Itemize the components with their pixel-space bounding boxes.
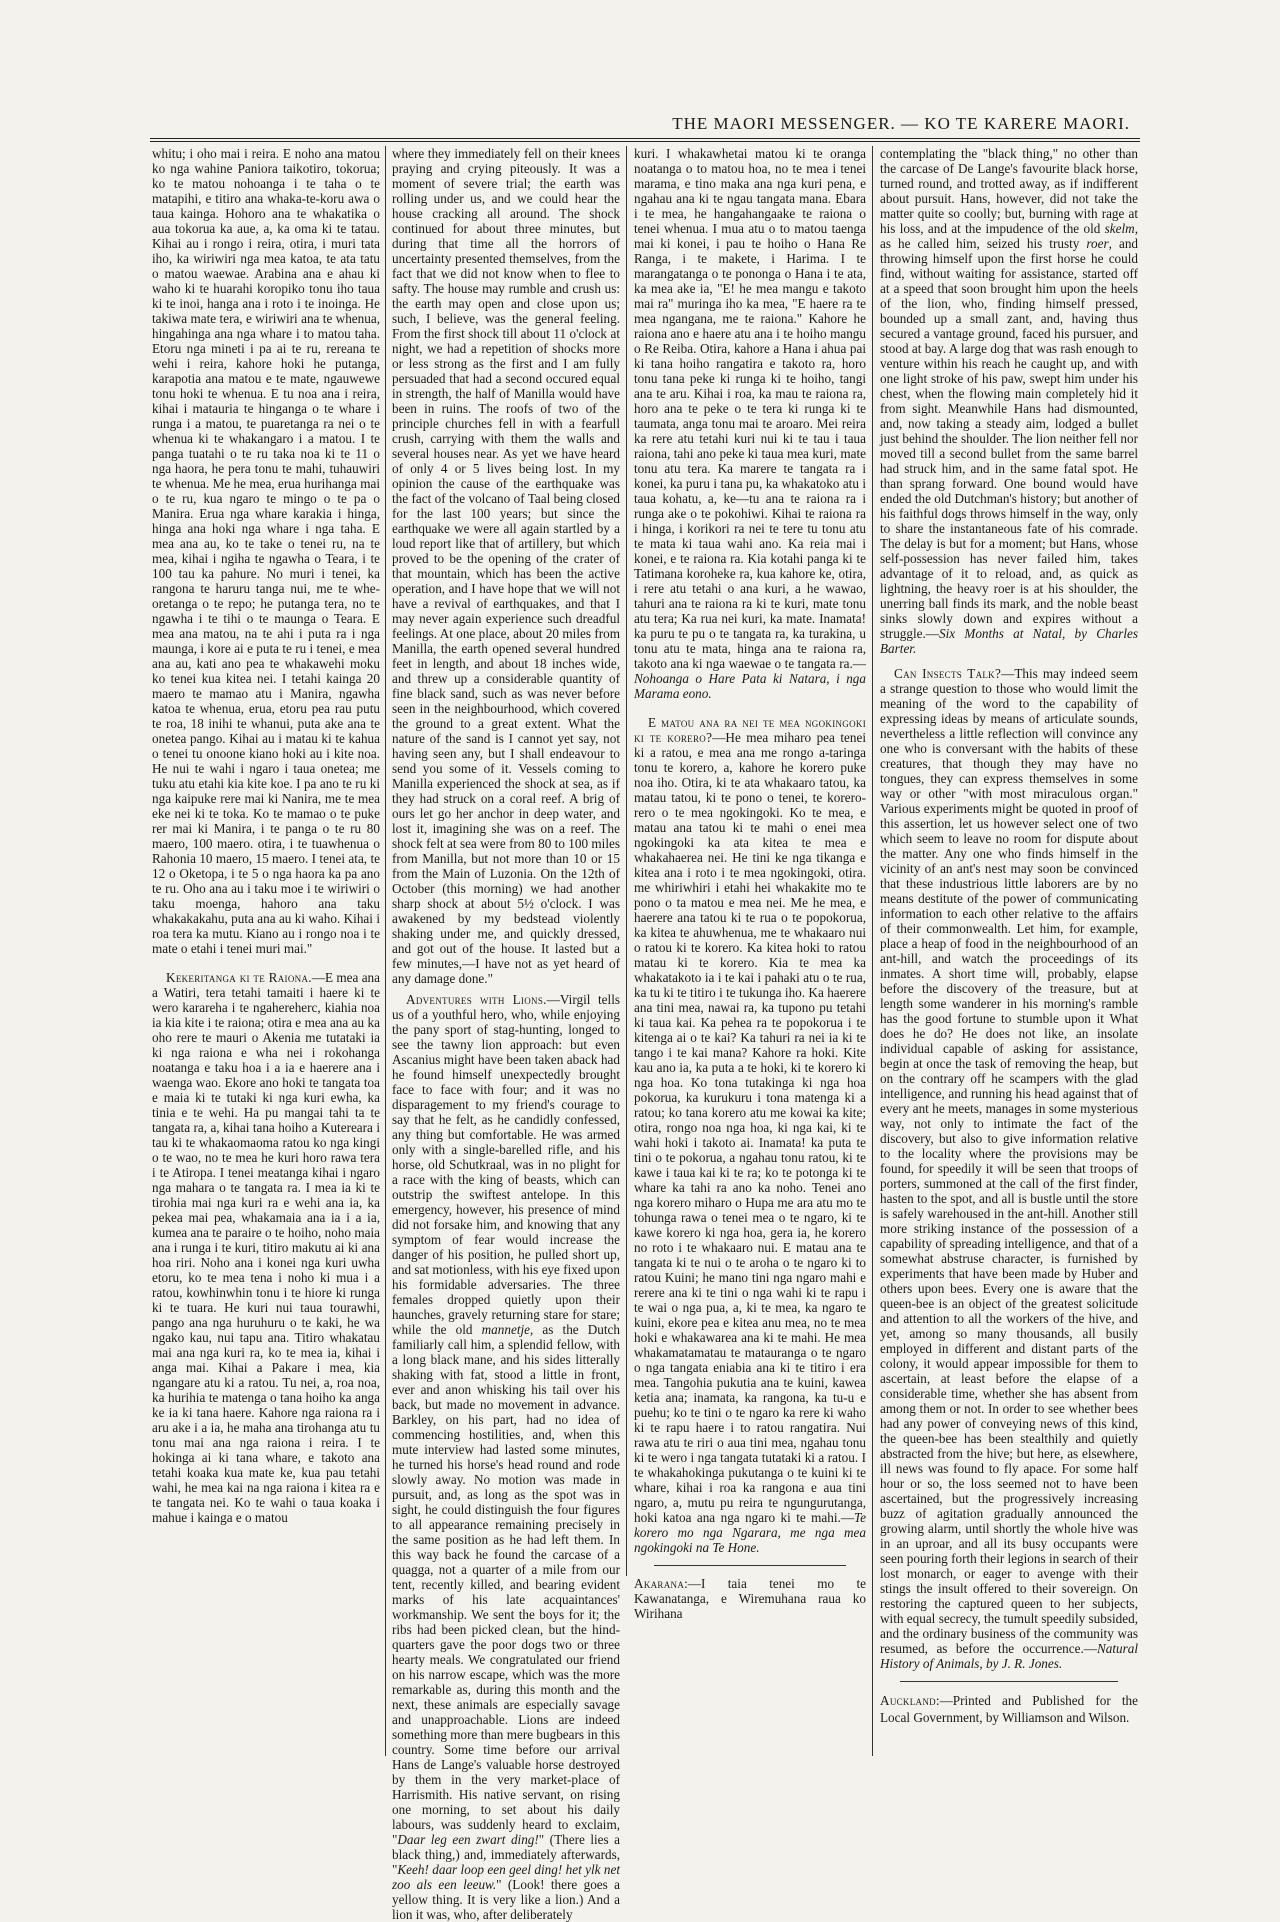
article-citation: Natural History of Animals, by J. R. Jones. <box>880 1641 1138 1671</box>
imprint-label: Auckland <box>880 1693 936 1708</box>
notice-label: Akarana <box>634 1576 685 1591</box>
article-text: kuri. I whakawhetai matou ki te oranga noatanga o to matou hoa, no te mea i tenei marama, e tino maka ana nga kuri pena, e ngahau ana ki te ngau tangata mana. Ebara i te mea, he hangahangaake te raiona o tenei whenua. I mua atu o to matou taenga mai ki konei, i pau te hoiho o Hana Re Ranga, i te makete, i Harima. I te marangatanga o te pononga o Hana i te ata, ka mea ake ia, "E! he mea mangu e takoto mai ra" muringa iho ka mea, "E haere ra te mea ngangana, me te raiona." Kahore he raiona ano e haere atu ana i te hoiho mangu o Re Reiba. Otira, kahore a Hana i ahua pai ki tana hoiho rangatira e takoto ra, horo tonu tana peke ki runga ki te hoiho, tangi ana te aru. Kihai i roa, ka mau te raiona ra, horo ana te peke o te tera ki runga ki te taumata, anga tonu mai te aroaro. Mei reira ka rere atu tetahi kuri nui ki te tau i taua raiona, tahi ano peke ki taua mea kuri, mate tonu atu tera. Ka marere te tangata ra i konei, ka puru i tana pu, ka whakatoko atu i taua kohatu, a, ke—tu ana te raiona ra i runga ake o te pokohiwi. Kihai te raiona ra i hinga, i korikori ra nei te tere tu tonu atu te mata ki taua wahi ano. Ka reia mai i konei, e te raiona ra. Kia kotahi panga ki te Tatimana koroheke ra, kua kahore ke, otira, i rere atu tetahi o ana kuri, a he wawao, tahuri ana te raiona ra ki te kuri, mate tonu atu tera; Ka rua nei kuri, ka mate. Inamata! ka puru te pu o te tangata ra, ka turakina, u tonu atu te mata, hinga ana te raiona ra, takoto ana ki nga waewae o te tangata ra.— <box>634 146 866 671</box>
article-citation: Nohoanga o Hare Pata ki Natara, i nga Marama eono. <box>634 671 866 701</box>
column-2 <box>392 146 621 1922</box>
column-rule <box>385 146 386 1756</box>
column-4 <box>880 146 1138 1806</box>
column-1 <box>152 146 380 1806</box>
article-text: where they immediately fell on their knees praying and crying piteously. It was a moment of severe trial; the earth was rolling under us, and we could hear the house cracking all around. The shock continued for about three minutes, but during that time all the horrors of uncertainty presented themselves, from the fact that we did not know when to flee to safty. The house may rumble and crush us: the earth may open and close upon us; such, I believe, was the general feeling. From the first shock till about 11 o'clock at night, we had a repetition of shocks more or less strong as the first and I am fully persuaded that had a second occured equal in strength, the half of Manilla would have been in ruins. The roofs of two of the principle churches fell in with a fearfull crush, carrying with them the walls and several houses near. As yet we have heard of only 4 or 5 lives being lost. In my opinion the cause of the earthquake was the fact of the volcano of Taal being closed for the last 100 years; but since the earthquake we were all again startled by a loud report like that of artillery, but which proved to be the opening of the crater of that mountain, which has been the active operation, and I have hope that we will not have a revival of earthquakes, and that I may never again experience such dreadful feelings. At one place, about 20 miles from Manilla, the earth opened several hundred feet in length, and about 18 inches wide, and threw up a considerable quantity of fine black sand, such as was never before seen in the neighbourhood, which covered the ground to a great extent. What the nature of the sand is I cannot yet say, not having seen any, but I shall endeavour to send you some of it. Vessels coming to Manilla experienced the shock at sea, as if they had struck on a coral reef. A brig of ours let go her anchor in deep water, and lost it, imagining she was on a reef. The shock felt at sea were from 80 to 100 miles from Manilla, but not more than 10 or 15 from the Main of Luzonia. On the 12th of October (this morning) we had another sharp shock at about 5½ o'clock. I was awakened by my bedstead violently shaking under me, and quickly dressed, and got out of the house. It lasted but a few minutes,—I have not as yet heard of any damage done." <box>392 146 620 986</box>
italic-word: roer <box>1086 236 1109 251</box>
article-paragraph <box>634 715 866 1555</box>
section-rule <box>654 1565 846 1566</box>
article-heading: Can Insects Talk? <box>894 666 1002 681</box>
article-text: , as he called him, seized his trusty <box>880 221 1138 251</box>
article-text: " (Look! there goes a yellow thing. It is very like a lion.) And a lion it was, who, after deliberately <box>392 1877 620 1922</box>
article-heading: Kekeritanga ki te Raiona. <box>166 970 312 985</box>
article-text: —He mea miharo pea tenei ki a ratou, e mea ana me rongo a-taringa tonu te korero, a, kahore he korero puke noa iho. Otira, ki te ata whakaaro tatou, ka matau tatou, ki te pono o tenei, te korero-rero o te mea ngokingoki. Ko te mea, e matau ana tatou ki te mahi o enei mea ngokingoki ka ata kitea te mea e whakahaerea nei. He tini ke nga tikanga e kitea ana i roto i te mea ngokingoki, otira. me whiriwhiri i etahi hei whakakite mo te pono o ta matou e mea nei. Me he mea, e haerere ana tatou ki te rua o te popokorua, ka kitea te ahuwhenua, me te whakaaro nui o ratou ki te korero. Ka kitea hoki to ratou matau ki te korero. Kia te mea ka whakatakoto ia i te kai i pahaki atu o te rua, ka tu ki te titiro i te tukunga iho. Ka haerere ana tini mea, nawai ra, ka tupono pu tetahi ki taua kai. Ka pehea ra te popokorua i te kitenga ai o te kai? Ka tahuri ra nei ia ki te tango i te kai mana? Kahore ra hoki. Kite kau ano ia, ka puta a te hoki, ki te korero ki nga hoa. Ko tona tutakinga ki nga hoa pokorua, ka kurukuru i tona matenga ki a ratou; ko tana korero atu me kowai ka kite; otira, rongo noa nga hoa, ki nga kai, ki te wahi hoki i takoto ai. Inamata! ka puta te tini o te pokorua, a ngahau tonu ratou, ki te kawe i taua kai ki te ra; ko te potonga ki te whare ka tahi ra ano ka noho. Tenei ano nga korero miharo o Hupa me ara atu mo te tohunga rawa o tenei mea o te ngaro, ki te kawe korero ki nga hoa, gera ia, he korero no roto i te whakaaro nui. E matau ana te tangata ki te nui o te aroha o te ngaro ki to ratou Kuini; he mano tini nga ngaro mahi e rerere ana ki te tini o nga wahi ki te rapu i te wai o nga pua, a, ki te mea, ka ngaro te kuini, ekore pea e kitea anu mea, no te mea hoki e whakawarea ana ki te mahi. He mea whakamatamatau te matauranga o te ngaro o nga tangata eniabia ana ki te titiro i era mea. Tangohia pukutia ana te kuini, kawea ketia ana; inamata, ka rangona, ka tu-u e puehu; ko te tini o te ngaro ka rere ki waho ki te rapu haere i to ratou rangatira. Nui rawa atu te riri o aua tini mea, ngahau tonu ki te wero i nga tangata tutataki ki a ratou. I te whakahokinga pukutanga o te kuini ki te whare, kihai i roa ka rangona e aua tini ngaro, a, mutu pu reira te ngungurutanga, hoki katoa ana nga ngaro ki te mahi.— <box>634 730 867 1525</box>
running-header <box>150 114 1140 142</box>
imprint-notice <box>880 1692 1138 1726</box>
italic-quote: Keeh! daar loop een geel ding! het ylk net zoo als een leeuw. <box>392 1862 620 1892</box>
imprint-text: :—Printed and Published for the Local Government, by Williamson and Wilson. <box>880 1693 1138 1725</box>
article-text: , as the Dutch familiarly call him, a splendid fellow, with a long black mane, and his sides litterally shaking with fat, stood a little in front, ever and anon whisking his tail over his back, but made no movement in advance. Barkley, on his part, had no idea of commencing hostilities, and, when this mute interview had lasted some minutes, he turned his horse's head round and rode slowly away. No motion was made in pursuit, and, as long as the spot was in sight, he could distinguish the four figures to all appearance remaining precisely in the same position as he had left them. In this way back he found the carcase of a quagga, not a quarter of a mile from our tent, recently killed, and bearing evident marks of his late acquaintances' workmanship. We sent the boys for it; the ribs had been picked clean, but the hind-quarters gave the poor dogs two or three hearty meals. We congratulated our friend on his narrow escape, which was the more remarkable as, during this month and the next, these animals are especially savage and unapproachable. Lions are indeed something more than mere bugbears in this country. Some time before our arrival Hans de Lange's valuable horse destroyed by them in the very market-place of Harrismith. His native servant, on rising one morning, to set about his daily labours, was suddenly heard to exclaim, " <box>392 1322 621 1847</box>
article-text: whitu; i oho mai i reira. E noho ana matou ko nga wahine Paniora taikotiro, tokorua; ko te matou nohoanga i te taha o te matapihi, e titiro ana whaka-te-koru awa o taua kainga. Hohoro ana te whakatika o aua tokorua ka aue, a, ka oma ki te tatau. Kihai au i rongo i reira, otira, i muri tata iho, ka wiriwiri nga mea katoa, te ata tatu o matou waewae. Arabina ana e ahau ki waho ki te huarahi koropiko tonu iho taua ki te inoi, hanga ana i roto i te inoinga. He takiwa mate tera, e wiriwiri ana te whenua, hingahinga ana nga whare i to matou taha. Etoru nga mineti i pa ai te ru, rereana te wehi i reira, kahore hoki he putanga, karapotia ana matou e te mate, ngauwewe tonu hoki te whenua. E tu noa ana i reira, kihai i matauria te hinganga o te whare i runga i a matou, te puaretanga ra nei o te whenua ki te whakangaro i a matou. I te panga tuatahi o te ru taka noa ki te 11 o nga haora, he pera tonu te mahi, tuhauwiri te whenua. Me he mea, erua hurihanga mai o te ru, kua ngaro te mingo o te pa o Manira. Erua nga whare karakia i hinga, hinga ana hoki nga whare i nga taha. E mea ana au, ko te take o tenei ru, na te mea, kihai i ngiha te ngawha o Teara, i te 100 tau ka pahure. No muri i tenei, ka rangona te haruru tanga nui, me te whe-oretanga o te repo; he putanga tera, no te ngawha i te tihi o te maunga o Teara. E mea ana matou, na te ahi i puta ra i nga maunga, i kore ai e puta te ru i tenei, e mea ana au, kati ano pea te whakawehi moku ko tenei kua kitea nei. I tetahi kainga 20 maero te mamao atu i Manira, ngawha katoa te whenua, erua, etoru pea rau putu te roa, 18 inihi te whanui, puta ake ana te onetea pango. Kihai au i matau ki te kahua o tenei tu onoone kiano hoki au i kite noa. He nui te wahi i ngaro i taua onetea; me tuku atu etahi kia kite koe. I pa ano te ru ki nga kaipuke rere mai ki Nanira, me te mea eke nei ki te toka. Ko te mamao o te puke rer mai ki Manira, i te panga o te ru 80 maero, 100 maero. otira, i te tuawhenua o Rahonia 10 maero, 15 maero. I tenei ata, te 12 o Oketopa, i te 5 o nga haora ka pa ano te ru. Oho ana au i taku moe i te wiriwiri o taku moenga, hahoro ana taku whakakakahu, puta ana au ki waho. Kihai i roa tera ka mutu. Kiano au i rongo noa i te mate o etahi i tenei muri mai." <box>152 146 380 956</box>
italic-quote: Daar leg een zwart ding! <box>397 1832 539 1847</box>
column-rule <box>872 146 873 1756</box>
article-heading: E matou ana ra nei te mea ngokingoki ki te korero? <box>634 715 866 745</box>
imprint-notice <box>634 1576 866 1621</box>
article-text: —E mea ana a Watiri, tera tetahi tamaiti i haere ki te wero karareha i te ngahereherc, kiahia noa ia kia kite i te raiona; otira e mea ana au ka oho rere te mauri o Akenia me tutataki ia ki nga raiona e wha nei i rokohanga noatanga e taku hoa i a ia e haerere ana i waenga wao. Ekore ano hoki te tangata toa e maia ki te tutaki ki nga kuri ewha, ka tinia e te wehi. Ha pu mangai tahi ta te tangata ra, a, kihai tana hoiho a Kutereara i tau ki te whakaomaoma ratou ko nga kingi o te wao, no te mea he kuri horo rawa tera i te Atiropa. I tenei meatanga kihai i ngaro nga mahara o te tangata ra. I mea ia ki te tirohia mai nga kuri ra e wehi ana ia, ka pekea mai pea, whakamaia ana ia i a ia, kumea ana te paraire o te hoiho, noho maia ana i runga i te kuri, titiro makutu ai ki ana hoa riri. Noho ana i konei nga kuri uwha etoru, ko te mea tena i noho ki mua i a ratou, kowhinwhin tonu i te hiore ki runga ki te tuara. He kuri nui taua tourawhi, pango ana nga huruhuru o te kaki, he wa ngako kau, nui tapu ana. Titiro whakatau mai ana nga kuri ra, ko te mea ia, kihai i anga mai. Kihai a Pakare i mea, kia ngangare atu ki a ratou. Tu nei, a, roa noa, ka hurihia te matenga o tana hoiho ka anga ke ia ki tana haere. Kahore nga raiona ra i aru ake i a ia, he maha ana tirohanga atu tu tonu mai ana nga raiona i reira. I te hokinga ai ki tana whare, e takoto ana tetahi koaka kua mate ke, kua pau tetahi wahi, he mea kai na nga raiona i kitea ra e te tangata nei. Ko te wahi o taua koaka i mahue i kainga e o matou <box>152 970 380 1525</box>
section-rule <box>900 1681 1118 1682</box>
article-paragraph <box>392 992 620 1922</box>
article-heading: Adventures with Lions. <box>406 992 547 1007</box>
article-paragraph <box>880 666 1138 1671</box>
article-text: " (There lies a black thing,) and, immediately afterwards, " <box>392 1832 620 1877</box>
italic-word: skelm <box>1104 221 1135 236</box>
notice-text: :—I taia tenei mo te Kawanatanga, e Wiremuhana raua ko Wirihana <box>634 1576 866 1621</box>
article-text: , and throwing himself upon the first horse he could find, without waiting for assistance, started off at a speed that soon brought him upon the heels of the lion, who, finding himself pressed, bounded up a small zant, and, having thus secured a vantage ground, faced his pursuer, and stood at bay. A large dog that was rash enough to venture within his reach he caught up, and with one light stroke of his paw, swept him under his chest, when the flowing main completely hid it from sight. Meanwhile Hans had dismounted, and, now taking a steady aim, lodged a bullet just behind the shoulder. The lion neither fell nor moved till a second bullet from the same barrel had struck him, and in the same fatal spot. He than sprang forward. One bound would have ended the old Dutchman's history; but another of his faithful dogs throws himself in the way, only to share the instantaneous fate of his comrade. The delay is but for a moment; but Hans, whose self-possession has never failed him, takes advantage of it to reload, and, as quick as lightning, the heavy roer is at his shoulder, the unerring ball finds its mark, and the noble beast sinks slowly down and expires without a struggle.— <box>880 236 1139 641</box>
article-text: —This may indeed seem a strange question to those who would limit the meaning of the word to the capability of expressing ideas by means of articulate sounds, nevertheless a little reflection will convince any one who is conversant with the habits of these creatures, that though they may have no tongues, they can express themselves in some way or other "with most miraculous organ." Various experiments might be quoted in proof of this assertion, let us however select one of two which seem to leave no room for dispute about the matter. Any one who finds himself in the vicinity of an ant's nest may soon be convinced that these industrious little laborers are by no means destitute of the power of communicating information to each other relative to the affairs of their commonwealth. Let him, for example, place a heap of food in the neighbourhood of an ant-hill, and watch the proceedings of its inmates. A short time will, probably, elapse before the discovery of the treasure, but at length some wanderer in his morning's ramble has the good fortune to stumble upon it What does he do? He does not like, an insolate individual capable of asking for assistance, begin at once the task of removing the heap, but on the contrary off he scampers with the glad intelligence, and running his head against that of every ant he meets, manages in some mysterious way, not only to intimate the fact of the discovery, but also to give information relative to the locality where the provisions may be found, for speedily it will be seen that troops of porters, summoned at the call of the first finder, hasten to the spot, and all is bustle until the store is safely warehoused in the ant-hill. Another still more striking instance of the possession of a capability of spreading intelligence, and that of a somewhat abstruse character, is furnished by experiments that have been made by Huber and others upon bees. Every one is aware that the queen-bee is an object of the greatest solicitude and attention to all the workers of the hive, and yet, among so many thousands, all busily employed in different and distant parts of the colony, it would appear impossible for them to ascertain, at least before the elapse of a considerable time, whether she has absent from among them or not. In order to see whether bees had any power of conveying news of this kind, the queen-bee has been stealthily and quietly abstracted from the hive; but here, as elsewhere, ill news was found to fly apace. For some half hour or so, the loss seemed not to have been ascertained, but the progressively increasing buzz of agitation gradually announced the growing alarm, until shortly the whole hive was in an uproar, and all its busy occupants were seen pouring forth their legions in search of their lost monarch, or eager to avenge with their stings the insult offered to their sovereign. On restoring the captured queen to her subjects, with equal secrecy, the tumult speedily subsided, and the ordinary business of the community was resumed, as before the occurrence.— <box>880 666 1138 1656</box>
article-paragraph <box>152 970 380 1525</box>
article-text: contemplating the "black thing," no other than the carcase of De Lange's favourite black horse, turned round, and trotted away, as if indifferent about pursuit. Hans, however, did not take the matter quite so coolly; but, burning with rage at his loss, and at the impudence of the old <box>880 146 1138 236</box>
article-paragraph <box>634 146 866 701</box>
column-3 <box>634 146 866 1806</box>
italic-word: mannetje <box>481 1322 530 1337</box>
article-citation: Te korero mo nga Ngarara, me nga mea ngokingoki na Te Hone. <box>634 1510 866 1555</box>
column-rule <box>626 146 627 1576</box>
article-paragraph <box>880 146 1138 656</box>
article-text: —Virgil tells us of a youthful hero, who, while enjoying the pany sport of stag-hunting, longed to see the tawny lion approach: but even Ascanius might have been taken aback had he found himself unexpectedly brought face to face with four; and it was no disparagement to my friend's courage to say that he felt, as he candidly confessed, any thing but comfortable. He was armed only with a single-barelled rifle, and his horse, old Schutkraal, was in no plight for a race with the king of beasts, which can outstrip the swiftest antelope. In this emergency, however, his presence of mind did not forsake him, and knowing that any symptom of fear would increase the danger of his position, he pulled short up, and sat motionless, with his eye fixed upon his formidable adversaries. The three females dropped quietly upon their haunches, gravely returning stare for stare; while the old <box>392 992 620 1337</box>
page-header-title: THE MAORI MESSENGER. — KO TE KARERE MAORI. <box>672 114 1130 133</box>
article-citation: Six Months at Natal, by Charles Barter. <box>880 626 1138 656</box>
